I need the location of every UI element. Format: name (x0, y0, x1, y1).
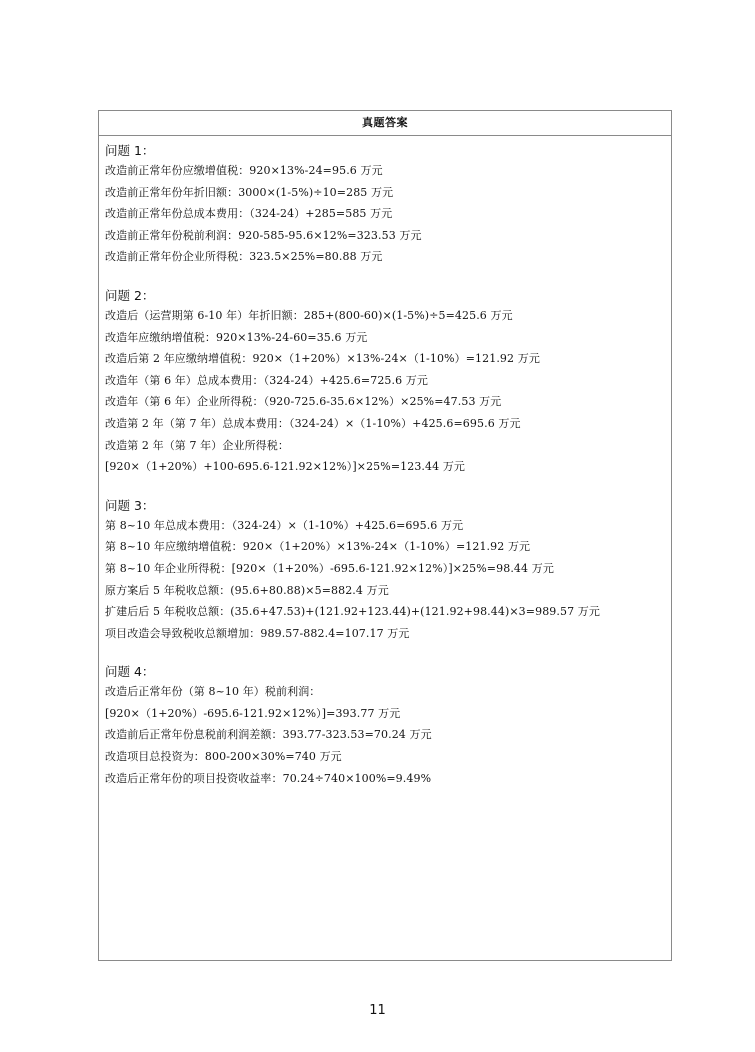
answer-line: 扩建后后 5 年税收总额：(35.6+47.53)+(121.92+123.44)+(121.92+98.44)×3=989.57 万元 (105, 605, 600, 619)
answer-line: [920×（1+20%）-695.6-121.92×12%）]=393.77 万元 (105, 706, 401, 720)
question-2-section (105, 287, 671, 478)
answer-line: 改造后正常年份的项目投资收益率：70.24÷740×100%=9.49% (105, 771, 432, 785)
question-1-section (105, 142, 671, 268)
answer-line: 改造前正常年份年折旧额：3000×(1-5%)÷10=285 万元 (105, 185, 394, 199)
answer-line: [920×（1+20%）+100-695.6-121.92×12%）]×25%=123.44 万元 (105, 460, 466, 474)
page-number: 11 (369, 1003, 386, 1018)
question-4-section (105, 663, 671, 789)
answer-line: 改造前正常年份总成本费用：（324-24）+285=585 万元 (105, 207, 393, 221)
answer-line: 第 8~10 年企业所得税：[920×（1+20%）-695.6-121.92×12%）]×25%=98.44 万元 (105, 561, 554, 575)
answer-line: 第 8~10 年应缴纳增值税：920×（1+20%）×13%-24×（1-10%）=121.92 万元 (105, 540, 531, 554)
question-3-section (105, 497, 671, 645)
answer-line: 改造第 2 年（第 7 年）企业所得税： (105, 438, 289, 452)
box-header-title: 真题答案 (99, 111, 671, 136)
answer-line: 原方案后 5 年税收总额：(95.6+80.88)×5=882.4 万元 (105, 583, 389, 597)
answer-line: 第 8~10 年总成本费用：（324-24）×（1-10%）+425.6=695.6 万元 (105, 518, 464, 532)
answer-line: 项目改造会导致税收总额增加：989.57-882.4=107.17 万元 (105, 626, 410, 640)
answer-line: 改造第 2 年（第 7 年）总成本费用：（324-24）×（1-10%）+425.6=695.6 万元 (105, 416, 521, 430)
answer-line: 改造年（第 6 年）企业所得税：（920-725.6-35.6×12%）×25%=47.53 万元 (105, 395, 502, 409)
answer-line: 改造后正常年份（第 8~10 年）税前利润： (105, 685, 321, 699)
answer-line: 改造前正常年份应缴增值税：920×13%-24=95.6 万元 (105, 164, 383, 177)
answer-line: 改造后（运营期第 6-10 年）年折旧额：285+(800-60)×(1-5%)÷5=425.6 万元 (105, 308, 513, 322)
answer-line: 改造前后正常年份息税前利润差额：393.77-323.53=70.24 万元 (105, 728, 432, 742)
answer-line: 改造项目总投资为：800-200×30%=740 万元 (105, 750, 342, 764)
question-2-title: 问题 2： (105, 287, 155, 303)
question-1-title: 问题 1： (105, 143, 155, 158)
question-3-title: 问题 3： (105, 497, 155, 513)
answer-line: 改造前正常年份企业所得税：323.5×25%=80.88 万元 (105, 250, 383, 264)
answer-line: 改造年应缴纳增值税：920×13%-24-60=35.6 万元 (105, 330, 368, 344)
answer-box (98, 110, 672, 961)
answer-line: 改造前正常年份税前利润：920-585-95.6×12%=323.53 万元 (105, 228, 422, 242)
question-4-title: 问题 4： (105, 664, 155, 680)
answer-line: 改造年（第 6 年）总成本费用：（324-24）+425.6=725.6 万元 (105, 373, 429, 387)
answer-line: 改造后第 2 年应缴纳增值税：920×（1+20%）×13%-24×（1-10%）=121.92 万元 (105, 352, 540, 366)
answer-body (99, 136, 671, 789)
